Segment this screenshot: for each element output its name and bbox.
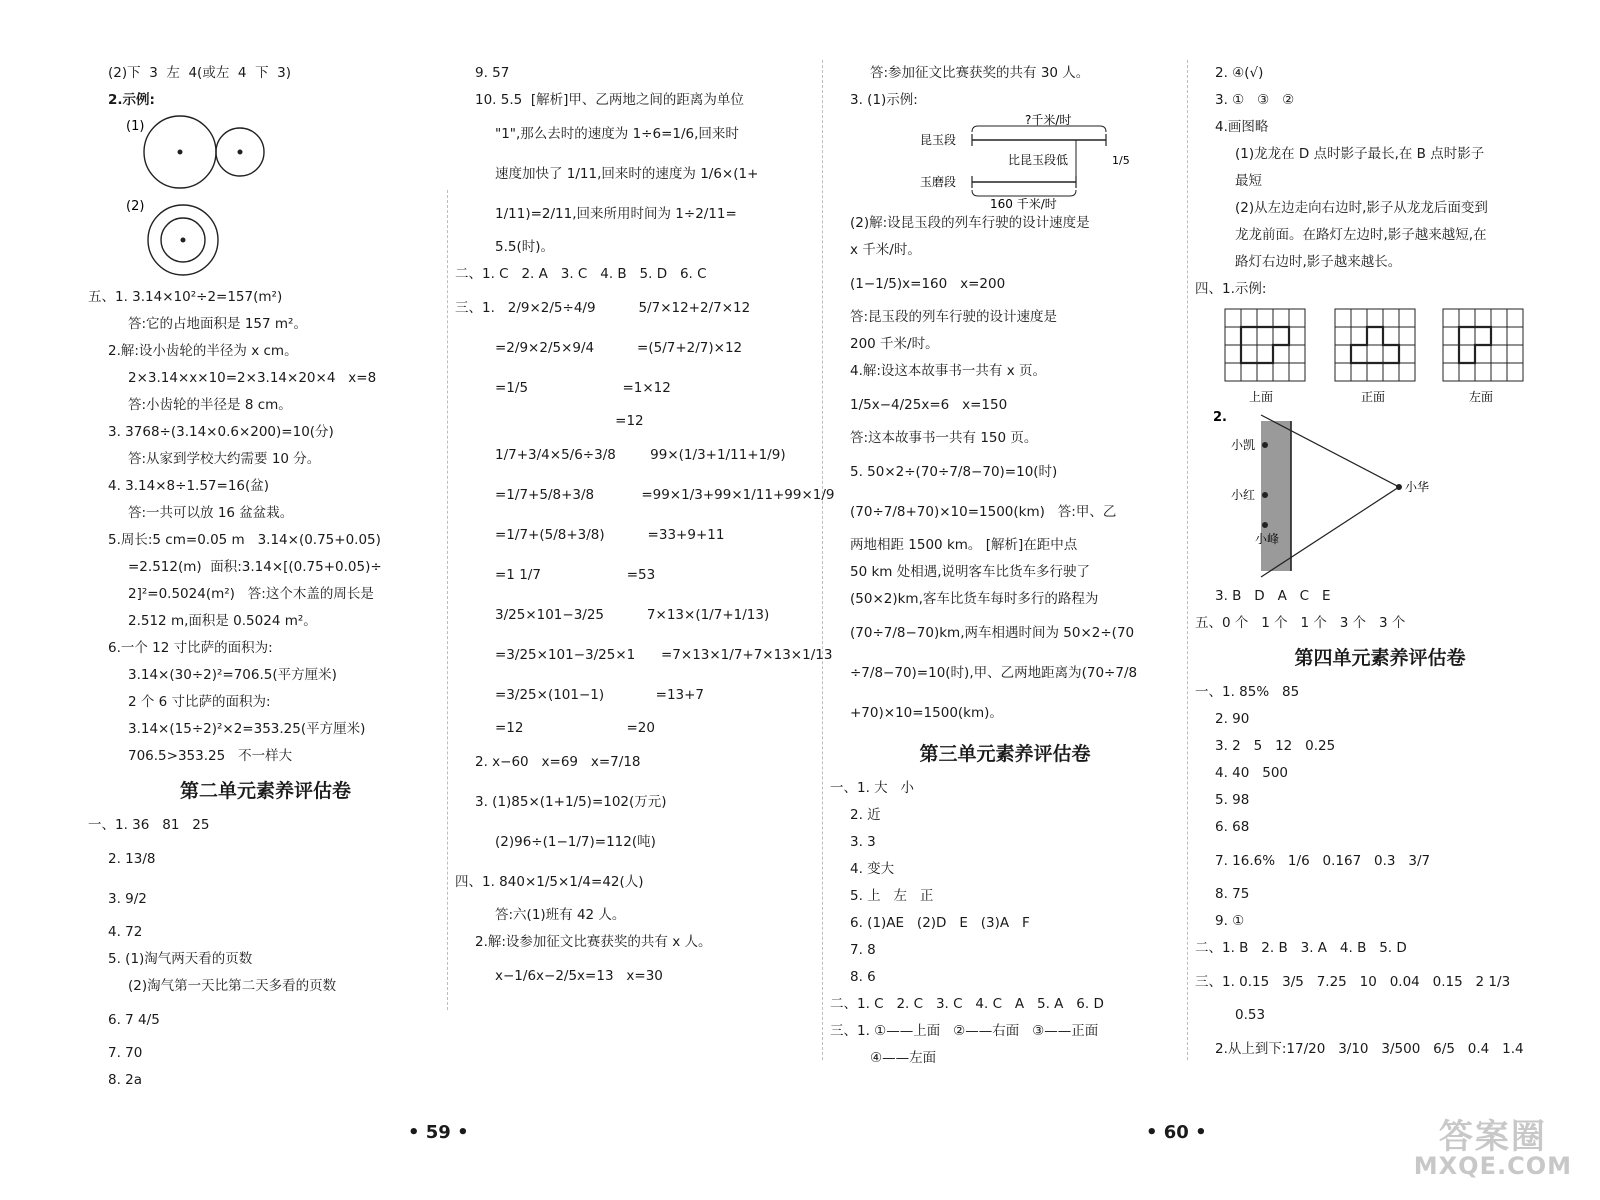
answer-line: 五、1. 3.14×10²÷2=157(m²) bbox=[88, 289, 283, 305]
answer-line: =12 bbox=[495, 413, 644, 429]
answer-line: x 千米/时。 bbox=[850, 242, 921, 258]
answer-line: (70÷7/8+70)×10=1500(km) 答:甲、乙 bbox=[850, 504, 1117, 520]
answer-line: 3. 3 bbox=[850, 834, 876, 850]
answer-line: (2)96÷(1−1/7)=112(吨) bbox=[495, 834, 656, 850]
answer-line: 8. 2a bbox=[108, 1072, 143, 1088]
answer-line: (2)下 3 左 4(或左 4 下 3) bbox=[108, 65, 292, 81]
answer-line: 6. 68 bbox=[1215, 819, 1250, 835]
answer-line: 一、1. 85% 85 bbox=[1195, 684, 1300, 700]
circle-center bbox=[178, 150, 183, 155]
speed-line-diagram bbox=[830, 114, 1180, 210]
known-speed-label: 160 千米/时 bbox=[990, 197, 1057, 210]
answer-line: =2/9×2/5×9/4 =(5/7+2/7)×12 bbox=[495, 340, 743, 356]
answer-line: 答:它的占地面积是 157 m²。 bbox=[128, 316, 307, 332]
circles-figure bbox=[88, 114, 443, 284]
answer-line: =1/5 =1×12 bbox=[495, 380, 671, 396]
answer-line: 3. (1)示例: bbox=[850, 92, 918, 108]
answer-line: 路灯右边时,影子越来越长。 bbox=[1235, 254, 1402, 270]
column-1 bbox=[88, 60, 443, 1094]
xiaokai-label: 小凯 bbox=[1231, 438, 1256, 452]
figure-label-2: (2) bbox=[126, 199, 145, 214]
answer-line: 两地相距 1500 km。 [解析]在距中点 bbox=[850, 537, 1078, 553]
brace-bottom bbox=[972, 190, 1076, 196]
section-heading: 第四单元素养评估卷 bbox=[1294, 647, 1466, 669]
top-view-grid bbox=[1225, 309, 1305, 381]
answer-line: =12 =20 bbox=[495, 720, 655, 736]
answer-line: 二、1. B 2. B 3. A 4. B 5. D bbox=[1195, 940, 1407, 956]
left-view-grid bbox=[1443, 309, 1523, 381]
answer-line: 4. 3.14×8÷1.57=16(盆) bbox=[108, 478, 270, 494]
answer-line: 6. 7 4/5 bbox=[108, 1012, 160, 1028]
answer-line: 答:从家到学校大约需要 10 分。 bbox=[128, 451, 321, 467]
xiaofeng-point bbox=[1262, 522, 1268, 528]
answer-line: =1/7+5/8+3/8 =99×1/3+99×1/11+99×1/9 bbox=[495, 487, 835, 503]
answer-line: "1",那么去时的速度为 1÷6=1/6,回来时 bbox=[495, 126, 739, 142]
page-number-left: • 59 • bbox=[408, 1122, 469, 1143]
answer-line: ÷7/8−70)=10(时),甲、乙两地距离为(70÷7/8 bbox=[850, 665, 1138, 681]
answer-line: 五、0 个 1 个 1 个 3 个 3 个 bbox=[1195, 615, 1406, 631]
xiaohong-label: 小红 bbox=[1231, 488, 1256, 502]
answer-line: 3.14×(30÷2)²=706.5(平方厘米) bbox=[128, 667, 337, 683]
answer-line: 3. 2 5 12 0.25 bbox=[1215, 738, 1336, 754]
answer-line: 3/25×101−3/25 7×13×(1/7+1/13) bbox=[495, 607, 770, 623]
answer-line: 2.从上到下:17/20 3/10 3/500 6/5 0.4 1.4 bbox=[1215, 1041, 1524, 1057]
answer-line: 3. B D A C E bbox=[1215, 588, 1331, 604]
answer-line: 5. (1)淘气两天看的页数 bbox=[108, 951, 253, 967]
answer-line: 三、1. ①——上面 ②——右面 ③——正面 bbox=[830, 1023, 1099, 1039]
answer-line: 一、1. 大 小 bbox=[830, 780, 915, 796]
answer-line: 速度加快了 1/11,回来时的速度为 1/6×(1+ bbox=[495, 166, 759, 182]
answer-line: 7. 70 bbox=[108, 1045, 143, 1061]
answer-line: 答:一共可以放 16 盆盆栽。 bbox=[128, 505, 294, 521]
answer-line: =1/7+(5/8+3/8) =33+9+11 bbox=[495, 527, 725, 543]
xiaohua-label: 小华 bbox=[1405, 480, 1430, 494]
answer-line: 四、1.示例: bbox=[1195, 281, 1267, 297]
answer-line: 2.解:设参加征文比赛获奖的共有 x 人。 bbox=[475, 934, 712, 950]
top-view-label: 上面 bbox=[1249, 390, 1274, 404]
figure-number: 2. bbox=[1213, 410, 1227, 425]
sightline-figure bbox=[1195, 407, 1565, 583]
answer-line: x−1/6x−2/5x=13 x=30 bbox=[495, 968, 663, 984]
answer-line: 8. 75 bbox=[1215, 886, 1250, 902]
answer-line: ④——左面 bbox=[870, 1050, 937, 1066]
answer-line: 1/11)=2/11,回来所用时间为 1÷2/11= bbox=[495, 206, 737, 222]
answer-line: 5. 98 bbox=[1215, 792, 1250, 808]
answer-line: 2 个 6 寸比萨的面积为: bbox=[128, 694, 271, 710]
answer-line: 一、1. 36 81 25 bbox=[88, 817, 210, 833]
answer-line: 2. 90 bbox=[1215, 711, 1250, 727]
answer-line: 4.画图略 bbox=[1215, 119, 1269, 135]
answer-line: 最短 bbox=[1235, 173, 1262, 189]
answer-line: (1)龙龙在 D 点时影子最长,在 B 点时影子 bbox=[1235, 146, 1485, 162]
answer-line: 6.一个 12 寸比萨的面积为: bbox=[108, 640, 273, 656]
answer-line: 3. ① ③ ② bbox=[1215, 92, 1295, 108]
xiaofeng-label: 小峰 bbox=[1255, 532, 1280, 546]
circle-center bbox=[238, 150, 243, 155]
answer-line: 5.5(时)。 bbox=[495, 239, 555, 255]
answer-line: 龙龙前面。在路灯左边时,影子越来越短,在 bbox=[1235, 227, 1487, 243]
answer-line: 答:参加征文比赛获奖的共有 30 人。 bbox=[870, 65, 1090, 81]
answer-line: 2×3.14×x×10=2×3.14×20×4 x=8 bbox=[128, 370, 377, 386]
xiaokai-point bbox=[1262, 442, 1268, 448]
answer-line: 答:昆玉段的列车行驶的设计速度是 bbox=[850, 309, 1058, 325]
answer-line: 4. 72 bbox=[108, 924, 143, 940]
answer-line: 7. 16.6% 1/6 0.167 0.3 3/7 bbox=[1215, 853, 1431, 869]
fraction-label: 1/5 bbox=[1112, 154, 1130, 167]
kunyu-label: 昆玉段 bbox=[920, 133, 957, 147]
answer-line: 706.5>353.25 不一样大 bbox=[128, 748, 293, 764]
answer-line: 5. 50×2÷(70÷7/8−70)=10(时) bbox=[850, 464, 1058, 480]
answer-line: 9. 57 bbox=[475, 65, 510, 81]
column-divider bbox=[1187, 60, 1188, 1060]
answer-line: 答:小齿轮的半径是 8 cm。 bbox=[128, 397, 292, 413]
column-divider bbox=[447, 190, 448, 1010]
answer-line: 三、1. 0.15 3/5 7.25 10 0.04 0.15 2 1/3 bbox=[1195, 974, 1511, 990]
answer-line: 答:六(1)班有 42 人。 bbox=[495, 907, 626, 923]
answer-line: 2. ④(√) bbox=[1215, 65, 1264, 81]
answer-line: 2.示例: bbox=[108, 92, 155, 108]
answer-line: 2. x−60 x=69 x=7/18 bbox=[475, 754, 641, 770]
answer-line: 答:这本故事书一共有 150 页。 bbox=[850, 430, 1038, 446]
answer-line: 4. 变大 bbox=[850, 861, 895, 877]
answer-line: 2.解:设小齿轮的半径为 x cm。 bbox=[108, 343, 298, 359]
answer-line: 5.周长:5 cm=0.05 m 3.14×(0.75+0.05) bbox=[108, 532, 381, 548]
watermark bbox=[1413, 1117, 1572, 1180]
xiaohua-point bbox=[1396, 484, 1402, 490]
answer-line: 3.14×(15÷2)²×2=353.25(平方厘米) bbox=[128, 721, 366, 737]
answer-line: (2)解:设昆玉段的列车行驶的设计速度是 bbox=[850, 215, 1090, 231]
answer-line: 3. 9/2 bbox=[108, 891, 147, 907]
front-view-grid bbox=[1335, 309, 1415, 381]
answer-line: =2.512(m) 面积:3.14×[(0.75+0.05)÷ bbox=[128, 559, 382, 575]
answer-line: 6. (1)AE (2)D E (3)A F bbox=[850, 915, 1030, 931]
answer-line: 0.53 bbox=[1235, 1007, 1266, 1023]
watermark-url: MXQE.COM bbox=[1413, 1152, 1572, 1180]
views-figure bbox=[1195, 303, 1565, 407]
answer-line: 200 千米/时。 bbox=[850, 336, 939, 352]
answer-line: (1−1/5)x=160 x=200 bbox=[850, 276, 1006, 292]
watermark-logo-text: 答案圈 bbox=[1438, 1117, 1547, 1157]
sightline-diagram bbox=[1195, 407, 1565, 583]
yumo-label: 玉磨段 bbox=[920, 175, 957, 189]
section-heading: 第三单元素养评估卷 bbox=[919, 743, 1091, 765]
page-number-right: • 60 • bbox=[1146, 1122, 1207, 1143]
answer-line: 1/5x−4/25x=6 x=150 bbox=[850, 397, 1008, 413]
compare-label: 比昆玉段低 bbox=[1008, 153, 1069, 167]
answer-line: 三、1. 2/9×2/5÷4/9 5/7×12+2/7×12 bbox=[455, 300, 751, 316]
answer-line: 1/7+3/4×5/6÷3/8 99×(1/3+1/11+1/9) bbox=[495, 447, 786, 463]
three-views-diagram bbox=[1195, 303, 1565, 407]
column-2 bbox=[455, 60, 835, 996]
answer-line: 4. 40 500 bbox=[1215, 765, 1288, 781]
answer-line: =1 1/7 =53 bbox=[495, 567, 656, 583]
front-view-label: 正面 bbox=[1361, 390, 1386, 404]
answer-line: 7. 8 bbox=[850, 942, 876, 958]
column-divider bbox=[822, 60, 823, 1060]
column-4 bbox=[1195, 60, 1565, 1069]
answer-line: +70)×10=1500(km)。 bbox=[850, 705, 1003, 721]
answer-line: (70÷7/8−70)km,两车相遇时间为 50×2÷(70 bbox=[850, 625, 1135, 641]
answer-line: =3/25×(101−1) =13+7 bbox=[495, 687, 705, 703]
answer-line: 10. 5.5 [解析]甲、乙两地之间的距离为单位 bbox=[475, 92, 744, 108]
circles-diagram bbox=[88, 114, 288, 284]
answer-line: (2)从左边走向右边时,影子从龙龙后面变到 bbox=[1235, 200, 1488, 216]
answer-line: 二、1. C 2. A 3. C 4. B 5. D 6. C bbox=[455, 266, 707, 282]
answer-line: 2. 近 bbox=[850, 807, 881, 823]
answer-line: 9. ① bbox=[1215, 913, 1245, 929]
answer-line: 50 km 处相遇,说明客车比货车多行驶了 bbox=[850, 564, 1091, 580]
section-heading: 第二单元素养评估卷 bbox=[179, 780, 351, 802]
answer-line: 2.512 m,面积是 0.5024 m²。 bbox=[128, 613, 317, 629]
left-view-label: 左面 bbox=[1469, 390, 1494, 404]
answer-line: 2]²=0.5024(m²) 答:这个木盖的周长是 bbox=[128, 586, 374, 602]
answer-line: 3. 3768÷(3.14×0.6×200)=10(分) bbox=[108, 424, 334, 440]
answer-line: (50×2)km,客车比货车每时多行的路程为 bbox=[850, 591, 1099, 607]
answer-line: 3. (1)85×(1+1/5)=102(万元) bbox=[475, 794, 667, 810]
answer-line: 8. 6 bbox=[850, 969, 876, 985]
xiaohong-point bbox=[1262, 492, 1268, 498]
answer-line: 5. 上 左 正 bbox=[850, 888, 934, 904]
answer-line: 4.解:设这本故事书一共有 x 页。 bbox=[850, 363, 1047, 379]
answer-line: (2)淘气第一天比第二天多看的页数 bbox=[128, 978, 337, 994]
figure-label-1: (1) bbox=[126, 119, 145, 134]
answer-line: 二、1. C 2. C 3. C 4. C A 5. A 6. D bbox=[830, 996, 1104, 1012]
line-segment-diagram bbox=[830, 114, 1170, 210]
answer-line: 四、1. 840×1/5×1/4=42(人) bbox=[455, 874, 644, 890]
unknown-speed-label: ?千米/时 bbox=[1025, 114, 1072, 127]
circle-center bbox=[181, 238, 186, 243]
column-3 bbox=[830, 60, 1180, 1072]
answer-line: 2. 13/8 bbox=[108, 851, 156, 867]
answer-line: =3/25×101−3/25×1 =7×13×1/7+7×13×1/13 bbox=[495, 647, 833, 663]
